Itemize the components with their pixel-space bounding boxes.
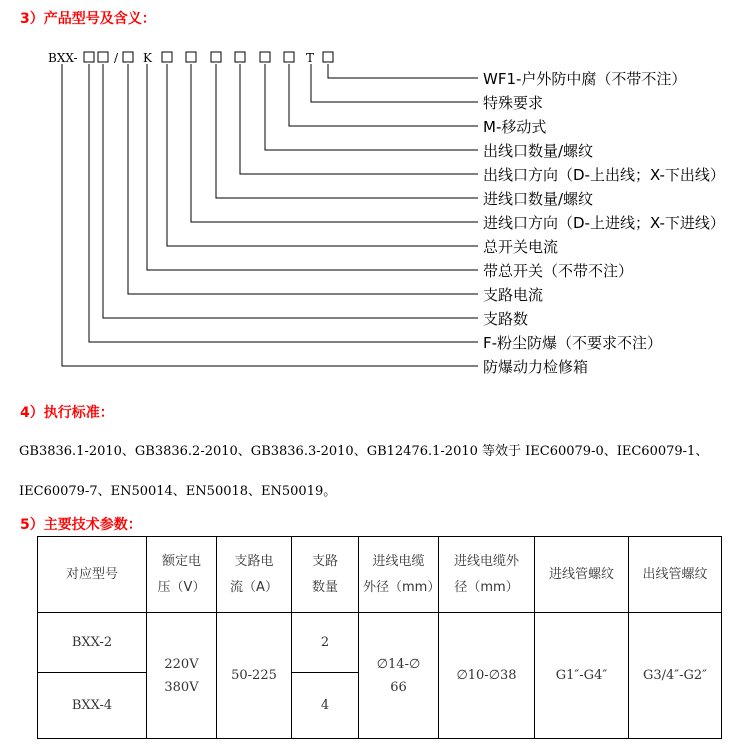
code-box-10 <box>323 52 333 62</box>
meaning-label-8: 总开关电流 <box>483 238 559 256</box>
code-box-1 <box>84 52 94 62</box>
code-box-7 <box>235 52 245 62</box>
model-prefix: BXX- <box>48 51 78 65</box>
table-header-row <box>38 537 722 613</box>
section-4-title: 4）执行标准： <box>20 405 114 421</box>
leader-line-9 <box>147 64 478 270</box>
section-3-title: 3）产品型号及含义： <box>20 11 156 27</box>
header-model: 对应型号 <box>38 537 147 613</box>
section-5-title: 5）主要技术参数： <box>20 517 142 533</box>
model-cell: BXX-2 <box>38 613 147 673</box>
leader-line-5 <box>240 64 478 174</box>
model-t: T <box>306 51 315 65</box>
meaning-label-1: WF1-户外防中腐（不带不注） <box>483 70 687 88</box>
leader-line-10 <box>128 64 478 294</box>
leader-line-3 <box>289 64 478 126</box>
standards-line-2: IEC60079-7、EN50014、EN50018、EN50019。 <box>19 484 337 499</box>
meaning-label-7: 进线口方向（D-上进线；X-下进线） <box>483 214 725 232</box>
code-box-2 <box>98 52 108 62</box>
branch-count-cell: 2 <box>292 613 359 673</box>
header-inlet-thread: 进线管螺纹 <box>535 537 629 613</box>
code-box-9 <box>284 52 294 62</box>
spec-table <box>37 536 722 739</box>
model-separator: / <box>114 51 119 65</box>
table-row <box>38 613 722 673</box>
branch-current-cell: 50-225 <box>217 613 292 739</box>
code-box-3 <box>123 52 133 62</box>
model-k: K <box>143 51 152 65</box>
leader-line-6 <box>216 64 478 198</box>
standards-line-1: GB3836.1-2010、GB3836.2-2010、GB3836.3-2010、GB12476.1-2010 等效于 IEC60079-0、IEC60079-1、 <box>19 444 709 459</box>
outlet-thread-cell: G3/4″-G2″ <box>629 613 722 739</box>
code-box-4 <box>162 52 172 62</box>
meaning-label-2: 特殊要求 <box>483 94 544 112</box>
header-inlet-cable: 进线电缆 外径（mm） <box>359 537 439 613</box>
header-voltage: 额定电 压（V） <box>147 537 217 613</box>
inlet-thread-cell: G1″-G4″ <box>535 613 629 739</box>
leader-line-1 <box>328 64 478 78</box>
header-branch-current: 支路电 流（A） <box>217 537 292 613</box>
inlet-cable-cell: ∅14-∅ 66 <box>359 613 439 739</box>
code-box-5 <box>186 52 196 62</box>
header-outlet-thread: 出线管螺纹 <box>629 537 722 613</box>
meaning-label-3: M-移动式 <box>483 118 547 136</box>
meaning-label-5: 出线口方向（D-上出线；X-下出线） <box>483 166 725 184</box>
meaning-label-4: 出线口数量/螺纹 <box>483 142 594 160</box>
model-cell: BXX-4 <box>38 673 147 739</box>
outlet-cable-cell: ∅10-∅38 <box>439 613 535 739</box>
branch-count-cell: 4 <box>292 673 359 739</box>
header-branch-count: 支路 数量 <box>292 537 359 613</box>
code-box-6 <box>211 52 221 62</box>
code-box-8 <box>260 52 270 62</box>
leader-line-4 <box>265 64 478 150</box>
leader-line-2 <box>311 64 478 102</box>
meaning-label-9: 带总开关（不带不注） <box>483 262 634 280</box>
meaning-label-12: F-粉尘防爆（不要求不注） <box>483 334 663 352</box>
meaning-label-11: 支路数 <box>483 310 529 328</box>
leader-line-8 <box>167 64 478 246</box>
meaning-label-10: 支路电流 <box>483 286 544 304</box>
header-outlet-cable: 进线电缆外 径（mm） <box>439 537 535 613</box>
meaning-label-13: 防爆动力检修箱 <box>483 358 589 376</box>
meaning-label-6: 进线口数量/螺纹 <box>483 190 594 208</box>
voltage-cell: 220V 380V <box>147 613 217 739</box>
leader-line-13 <box>62 64 478 366</box>
